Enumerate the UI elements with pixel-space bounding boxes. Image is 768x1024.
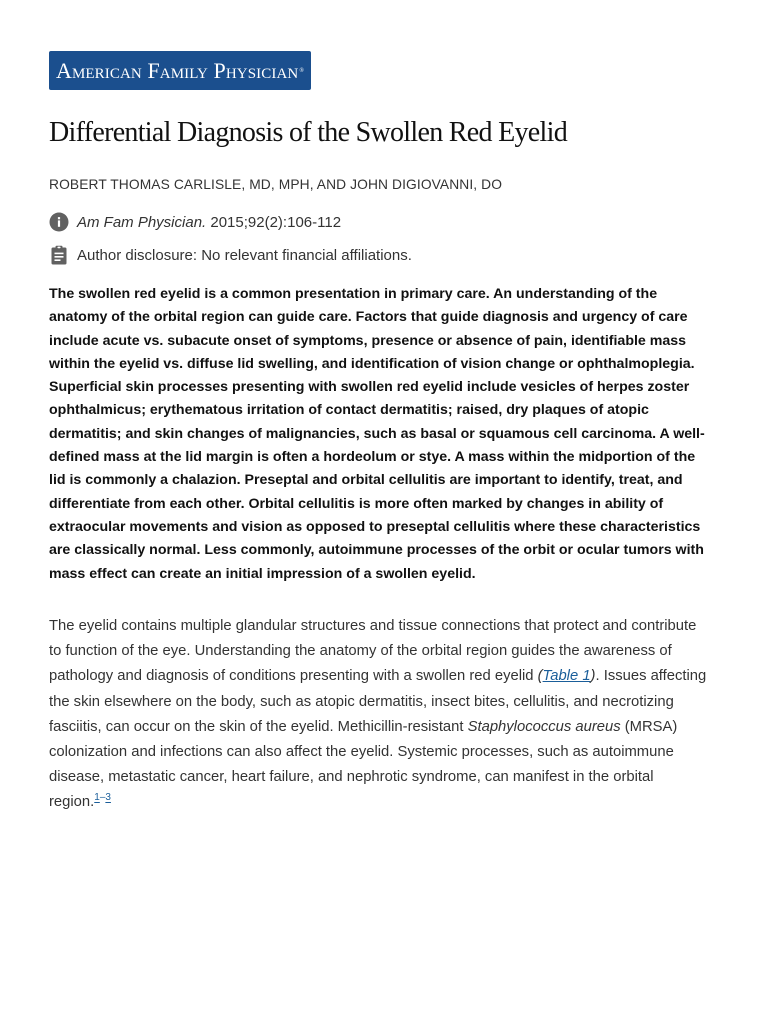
- citation-details: 2015;92(2):106-112: [210, 213, 342, 231]
- body-text-part3: (MRSA) colonization and infections can also affect the eyelid. Systemic processes, such as autoimmune disease, metastatic cancer, heart failure, and nephrotic syndrome, can manifest in the orbital region.: [49, 718, 678, 811]
- abstract-paragraph: The swollen red eyelid is a common presentation in primary care. An understanding of the anatomy of the orbital region can guide care. Factors that guide diagnosis and urgency of care include acute vs. subacute onset of symptoms, presence or absence of pain, identifiable mass within the eyelid vs. diffuse lid swelling, and identification of vision change or ophthalmoplegia. Superficial skin processes presenting with swollen red eyelid include vesicles of herpes zoster ophthalmicus; erythematous irritation of contact dermatitis; raised, dry plaques of atopic dermatitis; and skin changes of malignancies, such as basal or squamous cell carcinoma. A well-defined mass at the lid margin is often a hordeolum or stye. A mass within the midportion of the lid is commonly a chalazion. Preseptal and orbital cellulitis are important to identify, treat, and differentiate from each other. Orbital cellulitis is more often marked by changes in ability of extraocular movements and vision as opposed to preseptal cellulitis where these characteristics are classically normal. Less commonly, autoimmune processes of the orbit or ocular tumors with mass effect can create an initial impression of a swollen eyelid.: [49, 286, 705, 582]
- journal-logo[interactable]: [49, 51, 311, 90]
- reference-range-dash: –: [99, 792, 106, 804]
- article-title: Differential Diagnosis of the Swollen Red Eyelid: [49, 117, 567, 148]
- disclosure-row: [49, 244, 412, 266]
- citation-row: [49, 211, 341, 233]
- body-text-part1: The eyelid contains multiple glandular structures and tissue connections that protect and contribute to function of the eye. Understanding the anatomy of the orbital region guides the awareness of pathology and diagnosis of conditions presenting with a swollen red eyelid: [49, 618, 697, 685]
- logo-text: American Family Physician: [55, 57, 299, 83]
- reference-link-1[interactable]: 1: [94, 792, 100, 804]
- table-ref-paren-close: ): [590, 668, 596, 685]
- clipboard-icon: [49, 245, 69, 265]
- citation-journal: Am Fam Physician.: [77, 213, 207, 231]
- body-text-part2: . Issues affecting the skin elsewhere on the body, such as atopic dermatitis, insect bites, cellulitis, and necrotizing fasciitis, can occur on the skin of the eyelid. Methicillin-resistant: [49, 668, 707, 735]
- body-paragraph: [49, 614, 709, 816]
- disclosure-text: Author disclosure: No relevant financial affiliations.: [77, 246, 412, 264]
- author-byline: ROBERT THOMAS CARLISLE, MD, MPH, AND JOHN DIGIOVANNI, DO: [49, 177, 503, 192]
- registered-mark: ®: [299, 67, 305, 74]
- staphylococcus-term: Staphylococcus aureus: [467, 718, 621, 735]
- table-ref-paren-open: (: [537, 668, 543, 685]
- table-1-link[interactable]: Table 1: [542, 668, 591, 685]
- reference-link-3[interactable]: 3: [105, 792, 111, 804]
- info-icon: [49, 212, 69, 232]
